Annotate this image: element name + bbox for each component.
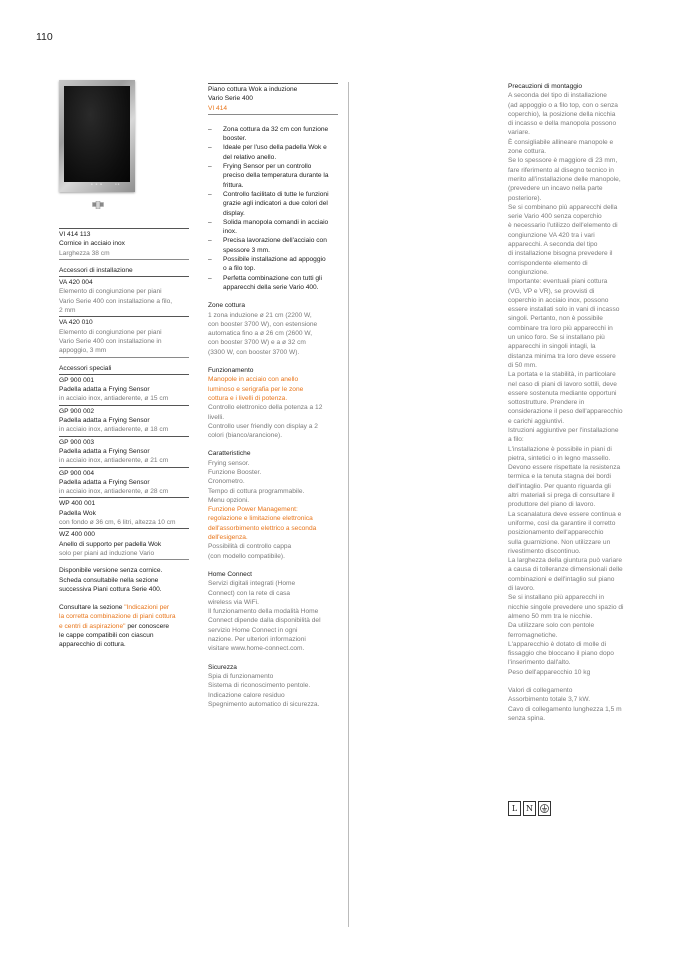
installation-text: Devono essere rispettate la resistenza — [508, 464, 621, 472]
accessory-description: con fondo ø 36 cm, 6 litri, altezza 10 cm — [59, 519, 176, 527]
installation-text: rivestimento discontinuo. — [508, 547, 581, 555]
home-connect-text: wireless via WiFi. — [208, 598, 259, 606]
features-text: Frying sensor. — [208, 459, 250, 467]
installation-text: Peso dell'apparecchio 10 kg — [508, 668, 591, 676]
installation-text: uniforme, così da garantire il corretto — [508, 519, 616, 527]
accessory-description: in acciaio inox, antiaderente, ø 18 cm — [59, 426, 169, 434]
zones-text: con booster 3700 W), con estensione — [208, 320, 318, 328]
installation-text: di installazione bisogna prevedere il — [508, 250, 613, 258]
feature-bullet — [208, 190, 338, 218]
accessories-column — [59, 227, 189, 650]
installation-text: di incasso e della manopola possono — [508, 120, 617, 128]
feature-text: – Precisa lavorazione dell'acciaio con — [223, 237, 327, 245]
operation-highlight: cottura e i livelli di potenza. — [208, 394, 288, 402]
feature-text: del relativo anello. — [223, 153, 277, 161]
installation-text: di 50 mm. — [508, 361, 537, 369]
installation-text: apparecchi in singoli intagli, la — [508, 343, 596, 351]
installation-text: singoli. Pertanto, non è possibile — [508, 315, 603, 323]
features-text: Tempo di cottura programmabile. — [208, 487, 305, 495]
product-code: VI 414 — [208, 104, 228, 112]
installation-text: congiunzione VA 420 tra i vari — [508, 231, 595, 239]
accessory-description: Elemento di congiunzione per piani — [59, 288, 162, 296]
features-text: (con modello compatibile). — [208, 552, 285, 560]
feature-text: – Ideale per l'uso della padella Wok e — [223, 144, 327, 152]
accessory-name: Padella adatta a Frying Sensor — [59, 386, 150, 394]
installation-text: Se lo spessore è maggiore di 23 mm, — [508, 157, 618, 165]
model-description: Cornice in acciaio inox — [59, 240, 125, 248]
spacer — [208, 116, 338, 125]
divider-line — [59, 436, 189, 437]
installation-text: e carichi aggiuntivi. — [508, 417, 565, 425]
features-text: Cronometro. — [208, 478, 245, 486]
spacer — [208, 357, 338, 366]
features-highlight: dell'esigenza. — [208, 534, 248, 542]
installation-text: a causa di tolleranze dimensionali delle — [508, 566, 623, 574]
accessory-code: GP 900 004 — [59, 469, 95, 477]
feature-bullet — [208, 218, 338, 237]
operation-text: livelli. — [208, 413, 225, 421]
accessory-name: Padella Wok — [59, 509, 96, 517]
consult-suffix: apparecchio di cottura. — [59, 641, 126, 649]
feature-text: – Controllo facilitato di tutte le funzioni — [223, 190, 329, 198]
accessory-code: GP 900 002 — [59, 407, 95, 415]
special-accessories-heading: Accessori speciali — [59, 364, 112, 372]
divider-line — [59, 497, 189, 498]
operation-text: colori (bianco/arancione). — [208, 432, 283, 440]
divider-line — [59, 528, 189, 529]
spacer — [208, 292, 338, 301]
divider-line — [59, 259, 189, 260]
feature-text: – Solida manopola comandi in acciaio — [223, 218, 329, 226]
column-divider — [348, 82, 349, 927]
availability-note: Scheda consultabile nella sezione — [59, 576, 159, 584]
feature-text: o a filo top. — [223, 265, 256, 273]
consult-link: "Indicazioni per — [124, 604, 170, 612]
divider-line — [59, 228, 189, 229]
consult-line — [59, 603, 189, 612]
installation-text: È consigliabile allineare manopole e — [508, 138, 614, 146]
safety-heading: Sicurezza — [208, 663, 237, 671]
installation-text: coperchio in acciaio inox, possono — [508, 296, 609, 304]
installation-text: Istruzioni aggiuntive per l'installazione — [508, 426, 619, 434]
consult-suffix: le cappe compatibili con ciascun — [59, 631, 154, 639]
accessory-code: WZ 400 000 — [59, 531, 95, 539]
ground-icon — [538, 801, 551, 816]
installation-text: ferromagnetiche. — [508, 631, 558, 639]
zones-text: automatica fino a ø 26 cm (2600 W, — [208, 330, 313, 338]
induction-wok-hob-image — [59, 80, 135, 192]
installation-text: merito all'installazione delle manopole, — [508, 175, 621, 183]
safety-text: Spegnimento automatico di sicurezza. — [208, 700, 320, 708]
accessory-name: Anello di supporto per padella Wok — [59, 540, 162, 548]
feature-text: apparecchi della serie Vario 400. — [223, 283, 319, 291]
home-connect-text: Connect dipende dalla disponibilità del — [208, 617, 321, 625]
installation-text: L'installazione è possibile in piani di — [508, 445, 612, 453]
hob-control-dots: ● ● — [115, 182, 120, 186]
zones-text: 1 zona induzione ø 21 cm (2200 W, — [208, 311, 312, 319]
safety-text: Spia di funzionamento — [208, 672, 274, 680]
spacer — [59, 594, 189, 603]
feature-text: booster. — [223, 135, 247, 143]
installation-text: un unico foro. Se si installano più — [508, 334, 605, 342]
feature-text: – Zona cottura da 32 cm con funzione — [223, 125, 329, 133]
feature-bullet — [208, 274, 338, 293]
consult-link: e centri di aspirazione" — [59, 622, 126, 630]
spacer — [208, 440, 338, 449]
installation-text: fare riferimento al disegno tecnico in — [508, 166, 614, 174]
installation-text: A seconda del tipo di installazione — [508, 92, 607, 100]
zones-text: con booster 3700 W) e a ø 32 cm — [208, 339, 306, 347]
model-width: Larghezza 38 cm — [59, 249, 110, 257]
product-description-column — [208, 82, 338, 709]
features-text: Possibilità di controllo cappa — [208, 543, 292, 551]
page-number: 110 — [36, 31, 53, 43]
installation-text: apparecchi. A seconda del tipo — [508, 241, 598, 249]
hob-control-lights: ■ ■ ■ — [91, 182, 104, 186]
divider-line — [59, 467, 189, 468]
connection-text: Cavo di collegamento lunghezza 1,5 m — [508, 705, 622, 713]
operation-highlight: Manopole in acciaio con anello — [208, 376, 299, 384]
accessory-description: in acciaio inox, antiaderente, ø 28 cm — [59, 488, 169, 496]
feature-text: – Frying Sensor per un controllo — [223, 163, 312, 171]
accessory-description: 2 mm — [59, 307, 76, 315]
features-text: Funzione Booster. — [208, 468, 262, 476]
operation-text: Controllo elettronico della potenza a 12 — [208, 404, 323, 412]
installation-text: nicchie singole prevedere uno spazio di — [508, 603, 624, 611]
installation-text: è necessario l'utilizzo dell'elemento di — [508, 222, 618, 230]
installation-text: coperchio), la posizione della nicchia — [508, 110, 616, 118]
installation-text: variare. — [508, 129, 530, 137]
connection-text: Assorbimento totale 3,7 kW. — [508, 696, 591, 704]
divider-line — [59, 374, 189, 375]
feature-bullet — [208, 255, 338, 274]
divider-line — [59, 316, 189, 317]
feature-text: grazie agli indicatori a due colori del — [223, 200, 328, 208]
installation-text: termica e la tenuta stagna dei bordi — [508, 473, 611, 481]
installation-text: dell'intaglio. Per quanto riguarda gli — [508, 482, 611, 490]
installation-text: combinare tra loro più apparecchi in — [508, 324, 613, 332]
accessory-description: Vario Serie 400 con installazione a filo, — [59, 297, 173, 305]
zones-text: (3300 W, con booster 3700 W). — [208, 348, 300, 356]
spacer — [208, 561, 338, 570]
features-highlight: Funzione Power Management: — [208, 506, 298, 514]
installation-text: congiunzione. — [508, 268, 549, 276]
installation-heading: Precauzioni di montaggio — [508, 83, 583, 90]
feature-bullet — [208, 236, 338, 255]
availability-note: successiva Piani cottura Serie 400. — [59, 585, 162, 593]
accessory-code: VA 420 004 — [59, 279, 93, 287]
features-highlight: dell'assorbimento elettrico a seconda — [208, 524, 317, 532]
feature-bullet — [208, 143, 338, 162]
features-highlight: regolazione e limitazione elettronica — [208, 515, 313, 523]
feature-text: inox. — [223, 228, 237, 236]
installation-text: (VG, VP e VR), se provvisti di — [508, 287, 595, 295]
installation-text: (prevedere un incavo nella parte — [508, 185, 603, 193]
accessory-code: GP 900 001 — [59, 376, 95, 384]
accessory-name: Padella adatta a Frying Sensor — [59, 478, 150, 486]
installation-text: essere sostenuta mediante opportuni — [508, 389, 617, 397]
divider-line — [59, 276, 189, 277]
feature-text: – Possibile installazione ad appoggio — [223, 256, 326, 264]
safety-text: Indicazione calore residuo — [208, 691, 285, 699]
neutral-symbol: N — [523, 801, 536, 816]
installation-text: combinazioni e dell'intaglio sul piano — [508, 575, 615, 583]
live-symbol: L — [508, 801, 521, 816]
accessory-description: Elemento di congiunzione per piani — [59, 328, 162, 336]
accessory-description: in acciaio inox, antiaderente, ø 21 cm — [59, 457, 169, 465]
feature-text: – Perfetta combinazione con tutti gli — [223, 274, 322, 282]
feature-bullet — [208, 125, 338, 144]
accessory-code: WP 400 001 — [59, 500, 96, 508]
consult-link: la corretta combinazione di piani cottura — [59, 613, 176, 621]
installation-text: posteriore). — [508, 194, 542, 202]
divider-line — [59, 405, 189, 406]
accessory-description: Vario Serie 400 con installazione in — [59, 337, 162, 345]
accessory-description: appoggio, 3 mm — [59, 347, 107, 355]
installation-text: sottostrutture. Prendere in — [508, 399, 585, 407]
installation-text: posizionamento dell'apparecchio — [508, 529, 604, 537]
installation-text: La scanalatura deve essere continua e — [508, 510, 622, 518]
installation-text: a filo: — [508, 436, 524, 444]
spacer — [208, 654, 338, 663]
hob-glass-surface — [64, 86, 130, 182]
accessory-description: in acciaio inox, antiaderente, ø 15 cm — [59, 395, 169, 403]
feature-text: preciso della temperatura durante la — [223, 172, 329, 180]
installation-text: essere installati solo in vani di incasso — [508, 306, 620, 314]
operation-text: Controllo user friendly con display a 2 — [208, 422, 318, 430]
installation-text: Da utilizzare solo con pentole — [508, 622, 595, 630]
installation-text: sulla guarnizione. Non utilizzare un — [508, 538, 611, 546]
install-accessories-heading: Accessori di installazione — [59, 266, 133, 274]
connection-text: Valori di collegamento — [508, 687, 573, 694]
home-connect-text: visitare www.home-connect.com. — [208, 645, 305, 653]
installation-text: zone cottura. — [508, 148, 547, 156]
divider-line — [208, 114, 338, 115]
divider-line — [208, 83, 338, 84]
feature-text: display. — [223, 209, 245, 217]
feature-text: frittura. — [223, 181, 244, 189]
product-title: Vario Serie 400 — [208, 95, 253, 103]
installation-text: fissaggio che bloccano il piano dopo — [508, 650, 614, 658]
installation-text: La portata e la stabilità, in particolare — [508, 371, 616, 379]
home-connect-heading: Home Connect — [208, 570, 252, 578]
connection-text: senza spina. — [508, 714, 546, 722]
control-knob-icon — [92, 201, 104, 209]
installation-text: serie Vario 400 senza coperchio — [508, 213, 602, 221]
installation-text: considerazione il peso dell'apparecchio — [508, 408, 623, 416]
safety-text: Sistema di riconoscimento pentole. — [208, 682, 311, 690]
connection-symbols — [508, 801, 553, 816]
installation-text: l'inserimento dall'alto. — [508, 659, 571, 667]
home-connect-text: Servizi digitali integrati (Home — [208, 580, 296, 588]
divider-line — [59, 559, 189, 560]
accessory-name: Padella adatta a Frying Sensor — [59, 447, 150, 455]
features-text: Menu opzioni. — [208, 496, 250, 504]
consult-note — [59, 603, 189, 649]
availability-note: Disponibile versione senza cornice. — [59, 567, 163, 575]
consult-suffix: per conoscere — [125, 622, 170, 630]
model-code: VI 414 113 — [59, 231, 91, 238]
operation-highlight: luminoso e serigrafia per le zone — [208, 385, 304, 393]
installation-text: L'apparecchio è dotato di molle di — [508, 640, 607, 648]
installation-text: Importante: eventuali piani cottura — [508, 278, 608, 286]
zones-heading: Zone cottura — [208, 302, 246, 310]
installation-text: Se si installano più apparecchi in — [508, 594, 605, 602]
installation-text: pietra, sintetici o in legno massello. — [508, 454, 611, 462]
consult-line — [59, 622, 189, 631]
installation-text: Se si combinano più apparecchi della — [508, 203, 618, 211]
product-title: Piano cottura Wok a induzione — [208, 86, 298, 93]
installation-text: corrispondente elemento di — [508, 259, 588, 267]
accessory-code: GP 900 003 — [59, 438, 95, 446]
accessory-description: solo per piani ad induzione Vario — [59, 549, 155, 557]
installation-text: distanza minima tra loro deve essere — [508, 352, 616, 360]
home-connect-text: servizio Home Connect in ogni — [208, 626, 298, 634]
installation-text: almeno 50 mm tra le nicchie. — [508, 612, 593, 620]
installation-text: altri materiali si prega di consultare il — [508, 492, 615, 500]
installation-text: La larghezza della giuntura può variare — [508, 557, 622, 565]
installation-text: produttore del piano di lavoro. — [508, 501, 596, 509]
home-connect-text: Il funzionamento della modalità Home — [208, 608, 319, 616]
feature-text: spessore 3 mm. — [223, 246, 270, 254]
spacer — [508, 677, 636, 686]
installation-text: nel caso di piani di lavoro sottili, deve — [508, 380, 617, 388]
accessory-code: VA 420 010 — [59, 319, 93, 327]
installation-notes-column — [508, 82, 636, 723]
features-heading: Caratteristiche — [208, 450, 251, 458]
consult-prefix: Consultare la sezione — [59, 604, 125, 612]
feature-bullet — [208, 162, 338, 190]
home-connect-text: Connect) con la rete di casa — [208, 589, 291, 597]
operation-heading: Funzionamento — [208, 367, 254, 375]
accessory-name: Padella adatta a Frying Sensor — [59, 417, 150, 425]
installation-text: di lavoro. — [508, 585, 535, 593]
home-connect-text: nazione. Per ulteriori informazioni — [208, 636, 306, 644]
installation-text: (ad appoggio o a filo top, con o senza — [508, 101, 618, 109]
divider-line — [59, 357, 189, 358]
